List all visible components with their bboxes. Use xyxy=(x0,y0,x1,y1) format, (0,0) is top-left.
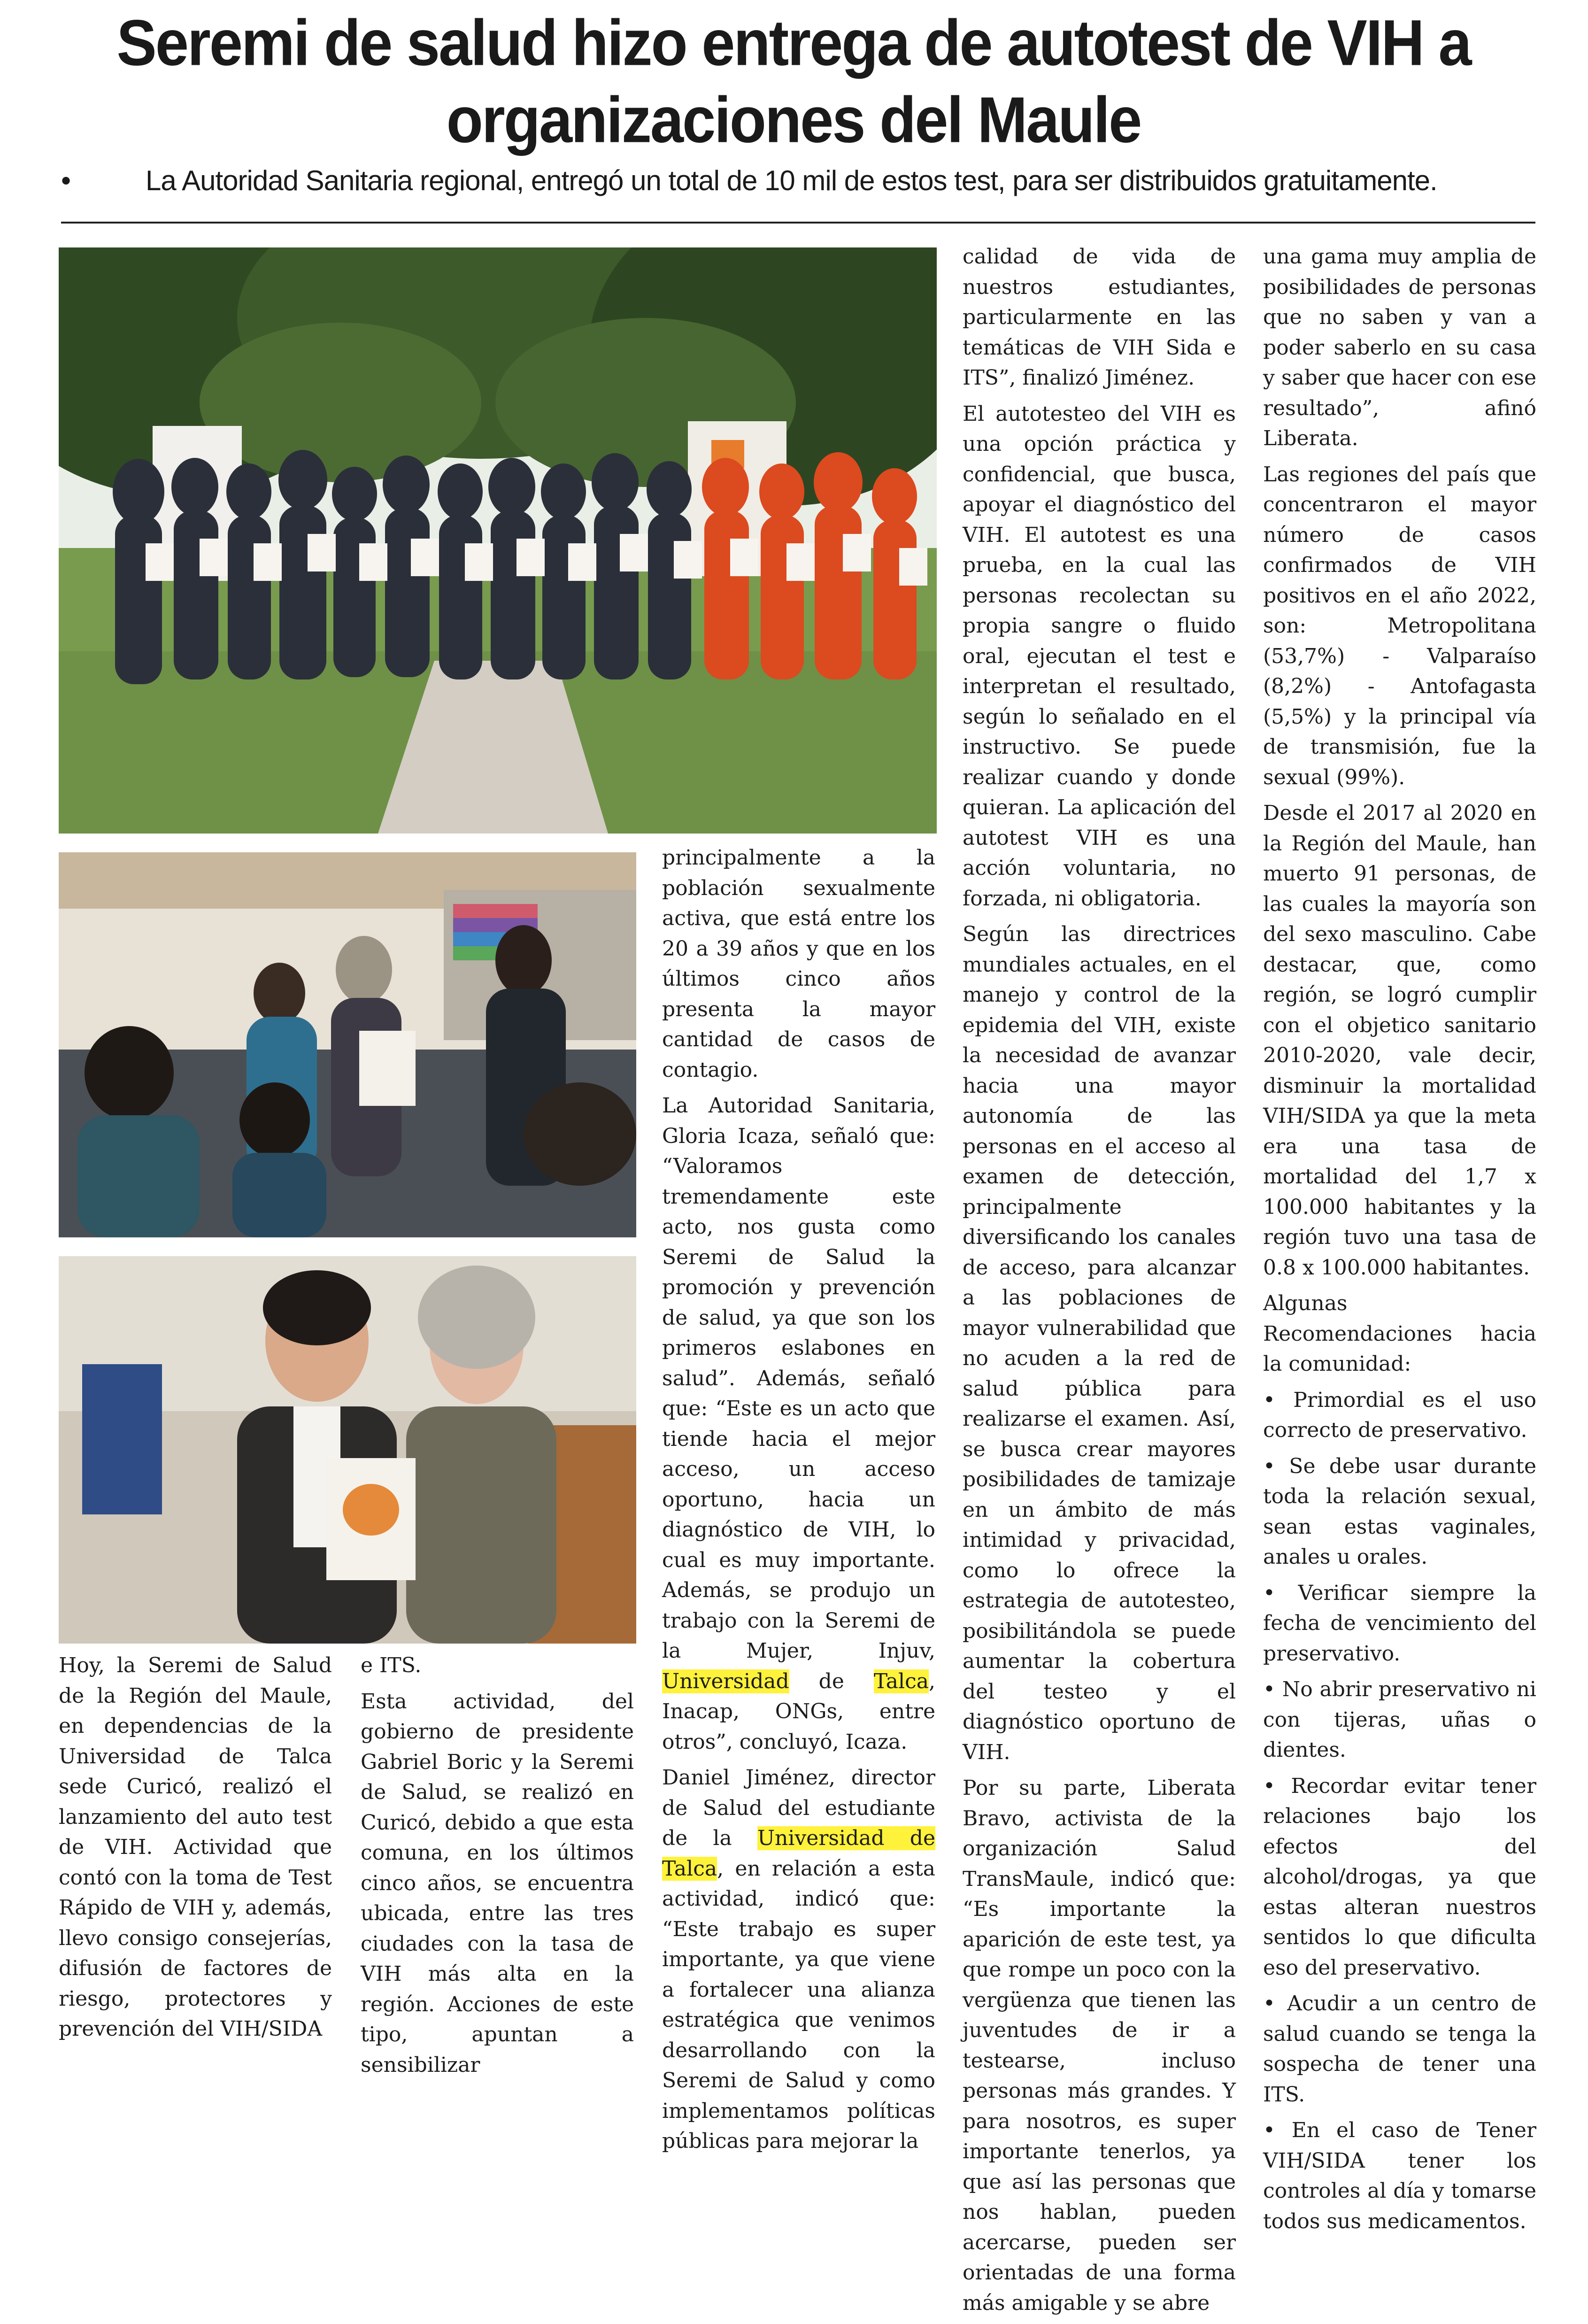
col3-p3-end: , en relación a esta actividad, indicó que: “Este trabajo es super importante, ya que viene a fortalecer una alianza estratégica que venimos desarrollando con la Seremi de Salud y como implementamos políticas públicas para mejorar la xyxy=(662,1856,935,2153)
column-4 xyxy=(963,242,1236,2324)
column-5 xyxy=(1263,242,1536,2242)
col4-paragraph-4: Por su parte, Liberata Bravo, activista de la organización Salud TransMaule, indicó que: “Es importante la aparición de este test, ya que rompe un poco con la vergüenza que tienen las juventudes de ir a testearse, incluso personas más grandes. Y para nosotros, es super importante tenerlos, ya que así las personas que nos hablan, pueden acercarse, pueden ser orientadas de una forma más amigable y se abre xyxy=(963,1776,1236,2315)
col5-paragraph-1: una gama muy amplia de posibilidades de personas que no saben y van a poder saberlo en su casa y saber que hacer con ese resultado”, afinó Liberata. xyxy=(1263,245,1536,450)
headline xyxy=(47,5,1540,159)
col3-p2-end: , Inacap, ONGs, entre otros”, concluyó, Icaza. xyxy=(662,1669,935,1754)
col5-paragraph-2: Las regiones del país que concentraron el mayor número de casos confirmados de VIH positivos en el año 2022, son: Metropolitana (53,7%) - Valparaíso (8,2%) - Antofagasta (5,5%) y la principal vía de transmisión, fue la sexual (99%). xyxy=(1263,462,1536,789)
photo-group-outdoors-image xyxy=(59,247,937,834)
col3-p3-text: Daniel Jiménez, director de Salud del estudiante de la xyxy=(662,1766,935,1850)
col4-paragraph-3: Según las directrices mundiales actuales, en el manejo y control de la epidemia del VIH, existe la necesidad de avanzar hacia una mayor autonomía de las personas en el acceso al examen de detección, principalmente diversificando los canales de acceso, para alcanzar a las poblaciones de mayor vulnerabilidad que no acuden a la red de salud pública para realizarse el examen. Así, se busca crear mayores posibilidades de tamizaje en un ámbito de más intimidad y privacidad, como lo ofrece la estrategia de autotesteo, posibilitándola se puede aumentar la cobertura del testeo y el diagnóstico oportuno de VIH. xyxy=(963,922,1236,1764)
col3-paragraph-1: principalmente a la población sexualmente activa, que está entre los 20 a 39 años y que en los últimos cinco años presenta la mayor cantidad de casos de contagio. xyxy=(662,846,935,1082)
header-divider xyxy=(61,222,1535,224)
photo-officials-portrait-image xyxy=(59,1256,636,1644)
summary-bullet: • xyxy=(61,165,71,196)
recommendation-item: • Acudir a un centro de salud cuando se tenga la sospecha de tener una ITS. xyxy=(1263,1992,1536,2107)
headline-line-2: organizaciones del Maule xyxy=(446,84,1141,156)
col2-paragraph: Esta actividad, del gobierno de presidente Gabriel Boric y la Seremi de Salud, se realizó en Curicó, debido a que esta comuna, en los últimos cinco años, se encuentra ubicada, entre las tres ciudades con la tasa de VIH más alta en la región. Acciones de este tipo, apuntan a sensibilizar xyxy=(361,1689,634,2077)
photo-indoor-testing xyxy=(59,852,636,1237)
headline-line-1: Seremi de salud hizo entrega de autotest de VIH a xyxy=(116,7,1471,79)
highlight-universidad: Universidad xyxy=(662,1669,789,1693)
photo-officials-portrait xyxy=(59,1256,636,1644)
column-2 xyxy=(361,1651,634,2086)
recommendation-item: • No abrir preservativo ni con tijeras, uñas o dientes. xyxy=(1263,1677,1536,1762)
recommendation-item: • Verificar siempre la fecha de vencimiento del preservativo. xyxy=(1263,1581,1536,1666)
highlight-talca: Talca xyxy=(873,1669,929,1693)
recommendation-item: • Recordar evitar tener relaciones bajo los efectos del alcohol/drogas, ya que estas alteran nuestros sentidos lo que dificulta eso del preservativo. xyxy=(1263,1774,1536,1980)
col5-paragraph-3: Desde el 2017 al 2020 en la Región del Maule, han muerto 91 personas, de las cuales la mayoría son del sexo masculino. Cabe destacar, que, como región, se logró cumplir con el objetico sanitario 2010-2020, vale decir, disminuir la mortalidad VIH/SIDA ya que la meta era una tasa de mortalidad del 1,7 x 100.000 habitantes y la región tuvo una tasa de 0.8 x 100.000 habitantes. xyxy=(1263,801,1536,1280)
recommendation-item: • Primordial es el uso correcto de preservativo. xyxy=(1263,1388,1536,1442)
column-1 xyxy=(59,1651,332,2050)
recommendation-item: • Se debe usar durante toda la relación sexual, sean estas vaginales, anales u orales. xyxy=(1263,1454,1536,1569)
recommendations-title: Algunas Recomendaciones hacia la comunidad: xyxy=(1263,1291,1536,1376)
col3-paragraph-2 xyxy=(662,1091,935,1757)
col2-continuation: e ITS. xyxy=(361,1653,422,1677)
highlight-universidad-de-talca: Universidad de Talca xyxy=(662,1826,935,1881)
summary-text: La Autoridad Sanitaria regional, entregó un total de 10 mil de estos test, para ser distribuidos gratuitamente. xyxy=(146,165,1437,196)
column-3 xyxy=(662,843,935,2162)
col3-p2-text: La Autoridad Sanitaria, Gloria Icaza, señaló que: “Valoramos tremendamente este acto, nos gusta como Seremi de Salud la promoción y prevención de salud, ya que son los primeros eslabones en salud”. Además, señaló que: “Este es un acto que tiende hacia el mejor acceso, un acceso oportuno, hacia un diagnóstico de VIH, lo cual es muy importante. Además, se produjo un trabajo con la Seremi de la Mujer, Injuv, xyxy=(662,1094,935,1663)
col4-paragraph-1: calidad de vida de nuestros estudiantes, particularmente en las temáticas de VIH Sida e ITS”, finalizó Jiménez. xyxy=(963,245,1236,390)
col1-paragraph: Hoy, la Seremi de Salud de la Región del Maule, en dependencias de la Universidad de Talca sede Curicó, realizó el lanzamiento del auto test de VIH. Actividad que contó con la toma de Test Rápido de VIH y, además, llevo consigo consejerías, difusión de factores de riesgo, protectores y prevención del VIH/SIDA xyxy=(59,1653,332,2041)
col3-p2-de: de xyxy=(789,1669,874,1693)
col3-paragraph-3 xyxy=(662,1763,935,2157)
col4-paragraph-2: El autotesteo del VIH es una opción práctica y confidencial, que busca, apoyar el diagnóstico del VIH. El autotest es una prueba, en la cual las personas recolectan su propia sangre o fluido oral, ejecutan el test e interpretan el resultado, según lo señalado en el instructivo. Se puede realizar cuando y donde quieran. La aplicación del autotest VIH es una acción voluntaria, no forzada, ni obligatoria. xyxy=(963,401,1236,911)
photo-indoor-testing-image xyxy=(59,852,636,1237)
photo-group-outdoors xyxy=(59,247,937,834)
recommendation-item: • En el caso de Tener VIH/SIDA tener los controles al día y tomarse todos sus medicamentos. xyxy=(1263,2118,1536,2233)
